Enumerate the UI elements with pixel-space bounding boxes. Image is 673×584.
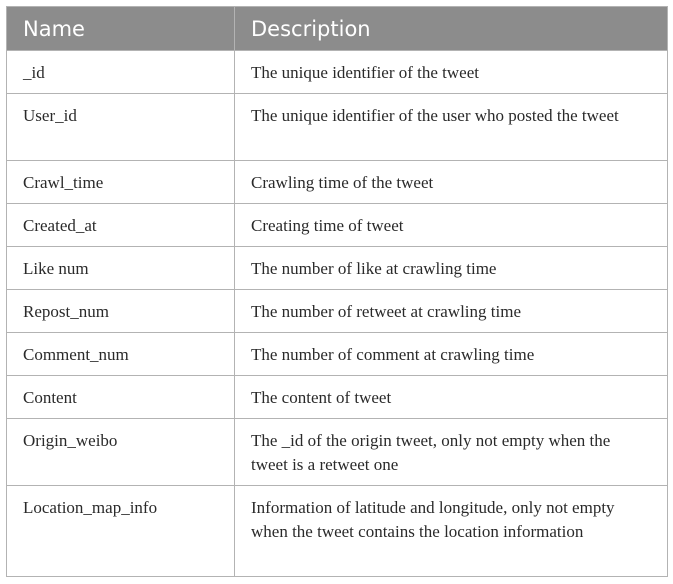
cell-description: The unique identifier of the user who posted the tweet: [235, 94, 668, 161]
cell-description: The content of tweet: [235, 376, 668, 419]
cell-name: Like num: [7, 247, 235, 290]
cell-name: Origin_weibo: [7, 419, 235, 486]
header-row: [7, 7, 668, 51]
cell-description: The number of like at crawling time: [235, 247, 668, 290]
cell-name: Location_map_info: [7, 486, 235, 577]
header-name: Name: [7, 7, 235, 51]
table-row: [7, 333, 668, 376]
cell-description: The number of comment at crawling time: [235, 333, 668, 376]
table-row: [7, 290, 668, 333]
table-row: [7, 94, 668, 161]
cell-name: Created_at: [7, 204, 235, 247]
cell-name: Content: [7, 376, 235, 419]
cell-description: The _id of the origin tweet, only not empty when the tweet is a retweet one: [235, 419, 668, 486]
cell-name: Crawl_time: [7, 161, 235, 204]
table-row: [7, 51, 668, 94]
cell-description: The unique identifier of the tweet: [235, 51, 668, 94]
cell-name: User_id: [7, 94, 235, 161]
table-row: [7, 419, 668, 486]
cell-name: _id: [7, 51, 235, 94]
cell-description: Creating time of tweet: [235, 204, 668, 247]
table-body: [7, 51, 668, 577]
cell-description: Crawling time of the tweet: [235, 161, 668, 204]
table-header: [7, 7, 668, 51]
field-description-table: [6, 6, 668, 577]
cell-name: Comment_num: [7, 333, 235, 376]
header-description: Description: [235, 7, 668, 51]
field-table-container: [6, 6, 667, 577]
cell-description: The number of retweet at crawling time: [235, 290, 668, 333]
cell-description: Information of latitude and longitude, only not empty when the tweet contains the location information: [235, 486, 668, 577]
table-row: [7, 161, 668, 204]
table-row: [7, 204, 668, 247]
cell-name: Repost_num: [7, 290, 235, 333]
table-row: [7, 376, 668, 419]
table-row: [7, 486, 668, 577]
table-row: [7, 247, 668, 290]
